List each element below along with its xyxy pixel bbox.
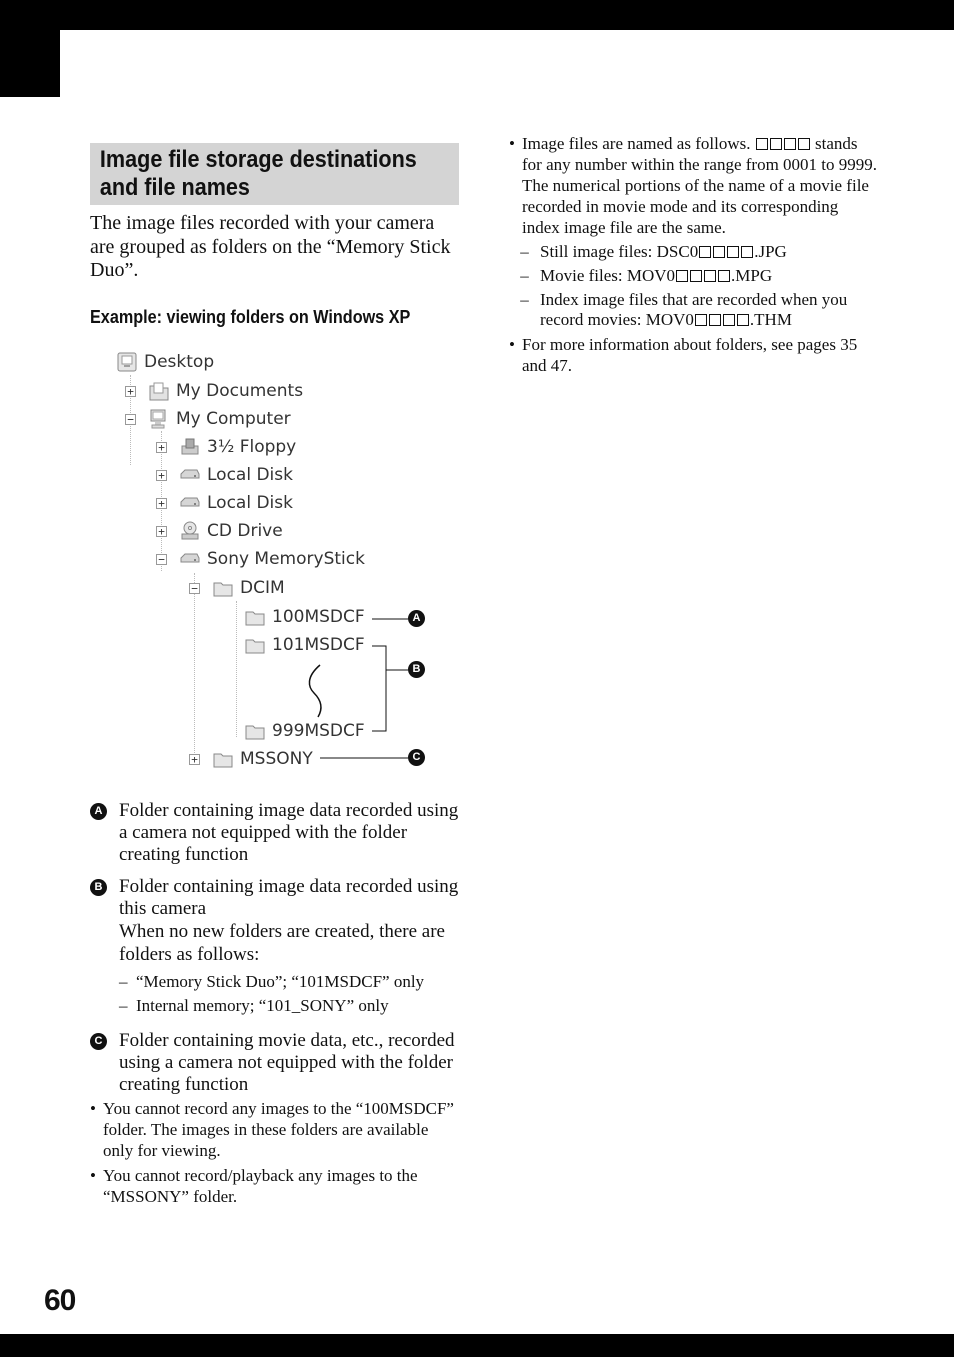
list-item-text: For more information about folders, see pages 35 and 47. (522, 335, 858, 375)
collapse-icon[interactable]: − (156, 554, 167, 565)
list-item-text: “Memory Stick Duo”; “101MSDCF” only (136, 972, 425, 991)
bottom-bar (0, 1334, 954, 1357)
right-column (509, 133, 879, 380)
tree-label: 101MSDCF (272, 635, 365, 655)
legend-text-a: Folder containing image data recorded using a camera not equipped with the folder creating function (119, 800, 459, 865)
tree-label: 999MSDCF (272, 721, 365, 741)
callout-badge-c: C (408, 749, 425, 766)
folder-tree (90, 345, 459, 780)
legend (90, 800, 459, 1211)
list-item: • Image files are named as follows. stands for any number within the range from 0001 to 9999. The numerical portions of the name of a movie file recorded in movie mode and its corresponding index image file are the same. (509, 134, 878, 237)
legend-item-b (90, 876, 459, 1020)
notes-list (90, 1098, 459, 1207)
page-number: 60 (44, 1284, 76, 1317)
list-item: – Movie files: MOV0 .MPG (520, 266, 773, 285)
movie-label: Movie files: MOV0 (540, 266, 676, 285)
list-item: • You cannot record/playback any images to the “MSSONY” folder. (90, 1165, 459, 1207)
naming-intro: Image files are named as follows. (522, 134, 751, 153)
file-types-list (509, 242, 879, 330)
heading-box (90, 143, 459, 205)
tree-label: Local Disk (207, 465, 293, 485)
section-heading: Image file storage destinations and file names (99, 146, 417, 201)
list-item-text: Internal memory; “101_SONY” only (136, 996, 389, 1015)
tree-label: CD Drive (207, 521, 283, 541)
tree-label: Local Disk (207, 493, 293, 513)
expand-icon[interactable]: + (156, 498, 167, 509)
legend-item-a (90, 800, 459, 866)
expand-icon[interactable]: + (156, 526, 167, 537)
intro-paragraph: The image files recorded with your camera are grouped as folders on the “Memory Stick Duo”. (90, 212, 451, 281)
tree-label: DCIM (240, 578, 285, 598)
index-label: Index image files that are recorded when you record movies: MOV0 (540, 290, 848, 329)
movie-ext: .MPG (731, 266, 773, 285)
callout-badge-a: A (408, 610, 425, 627)
top-bar (0, 0, 954, 30)
more-info-list (509, 334, 879, 376)
index-ext: .THM (749, 310, 792, 329)
tree-label: Desktop (144, 352, 215, 372)
dash-list (119, 972, 459, 1016)
left-column (90, 143, 459, 328)
list-item-text: You cannot record any images to the “100MSDCF” folder. The images in these folders are available only for viewing. (103, 1099, 454, 1160)
corner-tab (0, 0, 60, 97)
list-item: – Index image files that are recorded when you record movies: MOV0 .THM (520, 290, 848, 329)
naming-list (509, 133, 879, 238)
expand-icon[interactable]: + (156, 470, 167, 481)
tree-label: 100MSDCF (272, 607, 365, 627)
callout-lines (90, 345, 459, 780)
still-ext: .JPG (754, 242, 787, 261)
list-item: – Still image files: DSC0 .JPG (520, 242, 787, 261)
legend-text-c: Folder containing movie data, etc., recorded using a camera not equipped with the folder creating function (119, 1030, 455, 1095)
callout-badge-a: A (90, 803, 107, 820)
list-item-text: You cannot record/playback any images to the “MSSONY” folder. (103, 1166, 418, 1206)
callout-badge-c: C (90, 1033, 107, 1050)
expand-icon[interactable]: + (189, 754, 200, 765)
expand-icon[interactable]: + (156, 442, 167, 453)
naming-desc: stands for any number within the range from 0001 to 9999. The numerical portions of the name of a movie file recorded in movie mode and its corresponding index image file are the same. (522, 134, 878, 237)
legend-extra-b: When no new folders are created, there are folders as follows: (119, 921, 445, 965)
collapse-icon[interactable]: − (189, 583, 200, 594)
expand-icon[interactable]: + (125, 386, 136, 397)
example-subheading: Example: viewing folders on Windows XP (90, 306, 411, 327)
list-item: – Internal memory; “101_SONY” only (119, 996, 389, 1015)
legend-text-b: Folder containing image data recorded using this camera (119, 876, 459, 919)
still-label: Still image files: DSC0 (540, 242, 699, 261)
legend-item-c (90, 1030, 459, 1096)
tree-label: 3½ Floppy (207, 437, 297, 457)
list-item: • For more information about folders, see pages 35 and 47. (509, 334, 879, 376)
tree-label: MSSONY (240, 749, 313, 769)
collapse-icon[interactable]: − (125, 414, 136, 425)
callout-badge-b: B (408, 661, 425, 678)
tree-label: My Computer (176, 409, 291, 429)
callout-badge-b: B (90, 879, 107, 896)
list-item: – “Memory Stick Duo”; “101MSDCF” only (119, 972, 425, 991)
tree-label: Sony MemoryStick (207, 549, 365, 569)
list-item: • You cannot record any images to the “100MSDCF” folder. The images in these folders are available only for viewing. (90, 1098, 459, 1161)
tree-label: My Documents (176, 381, 304, 401)
